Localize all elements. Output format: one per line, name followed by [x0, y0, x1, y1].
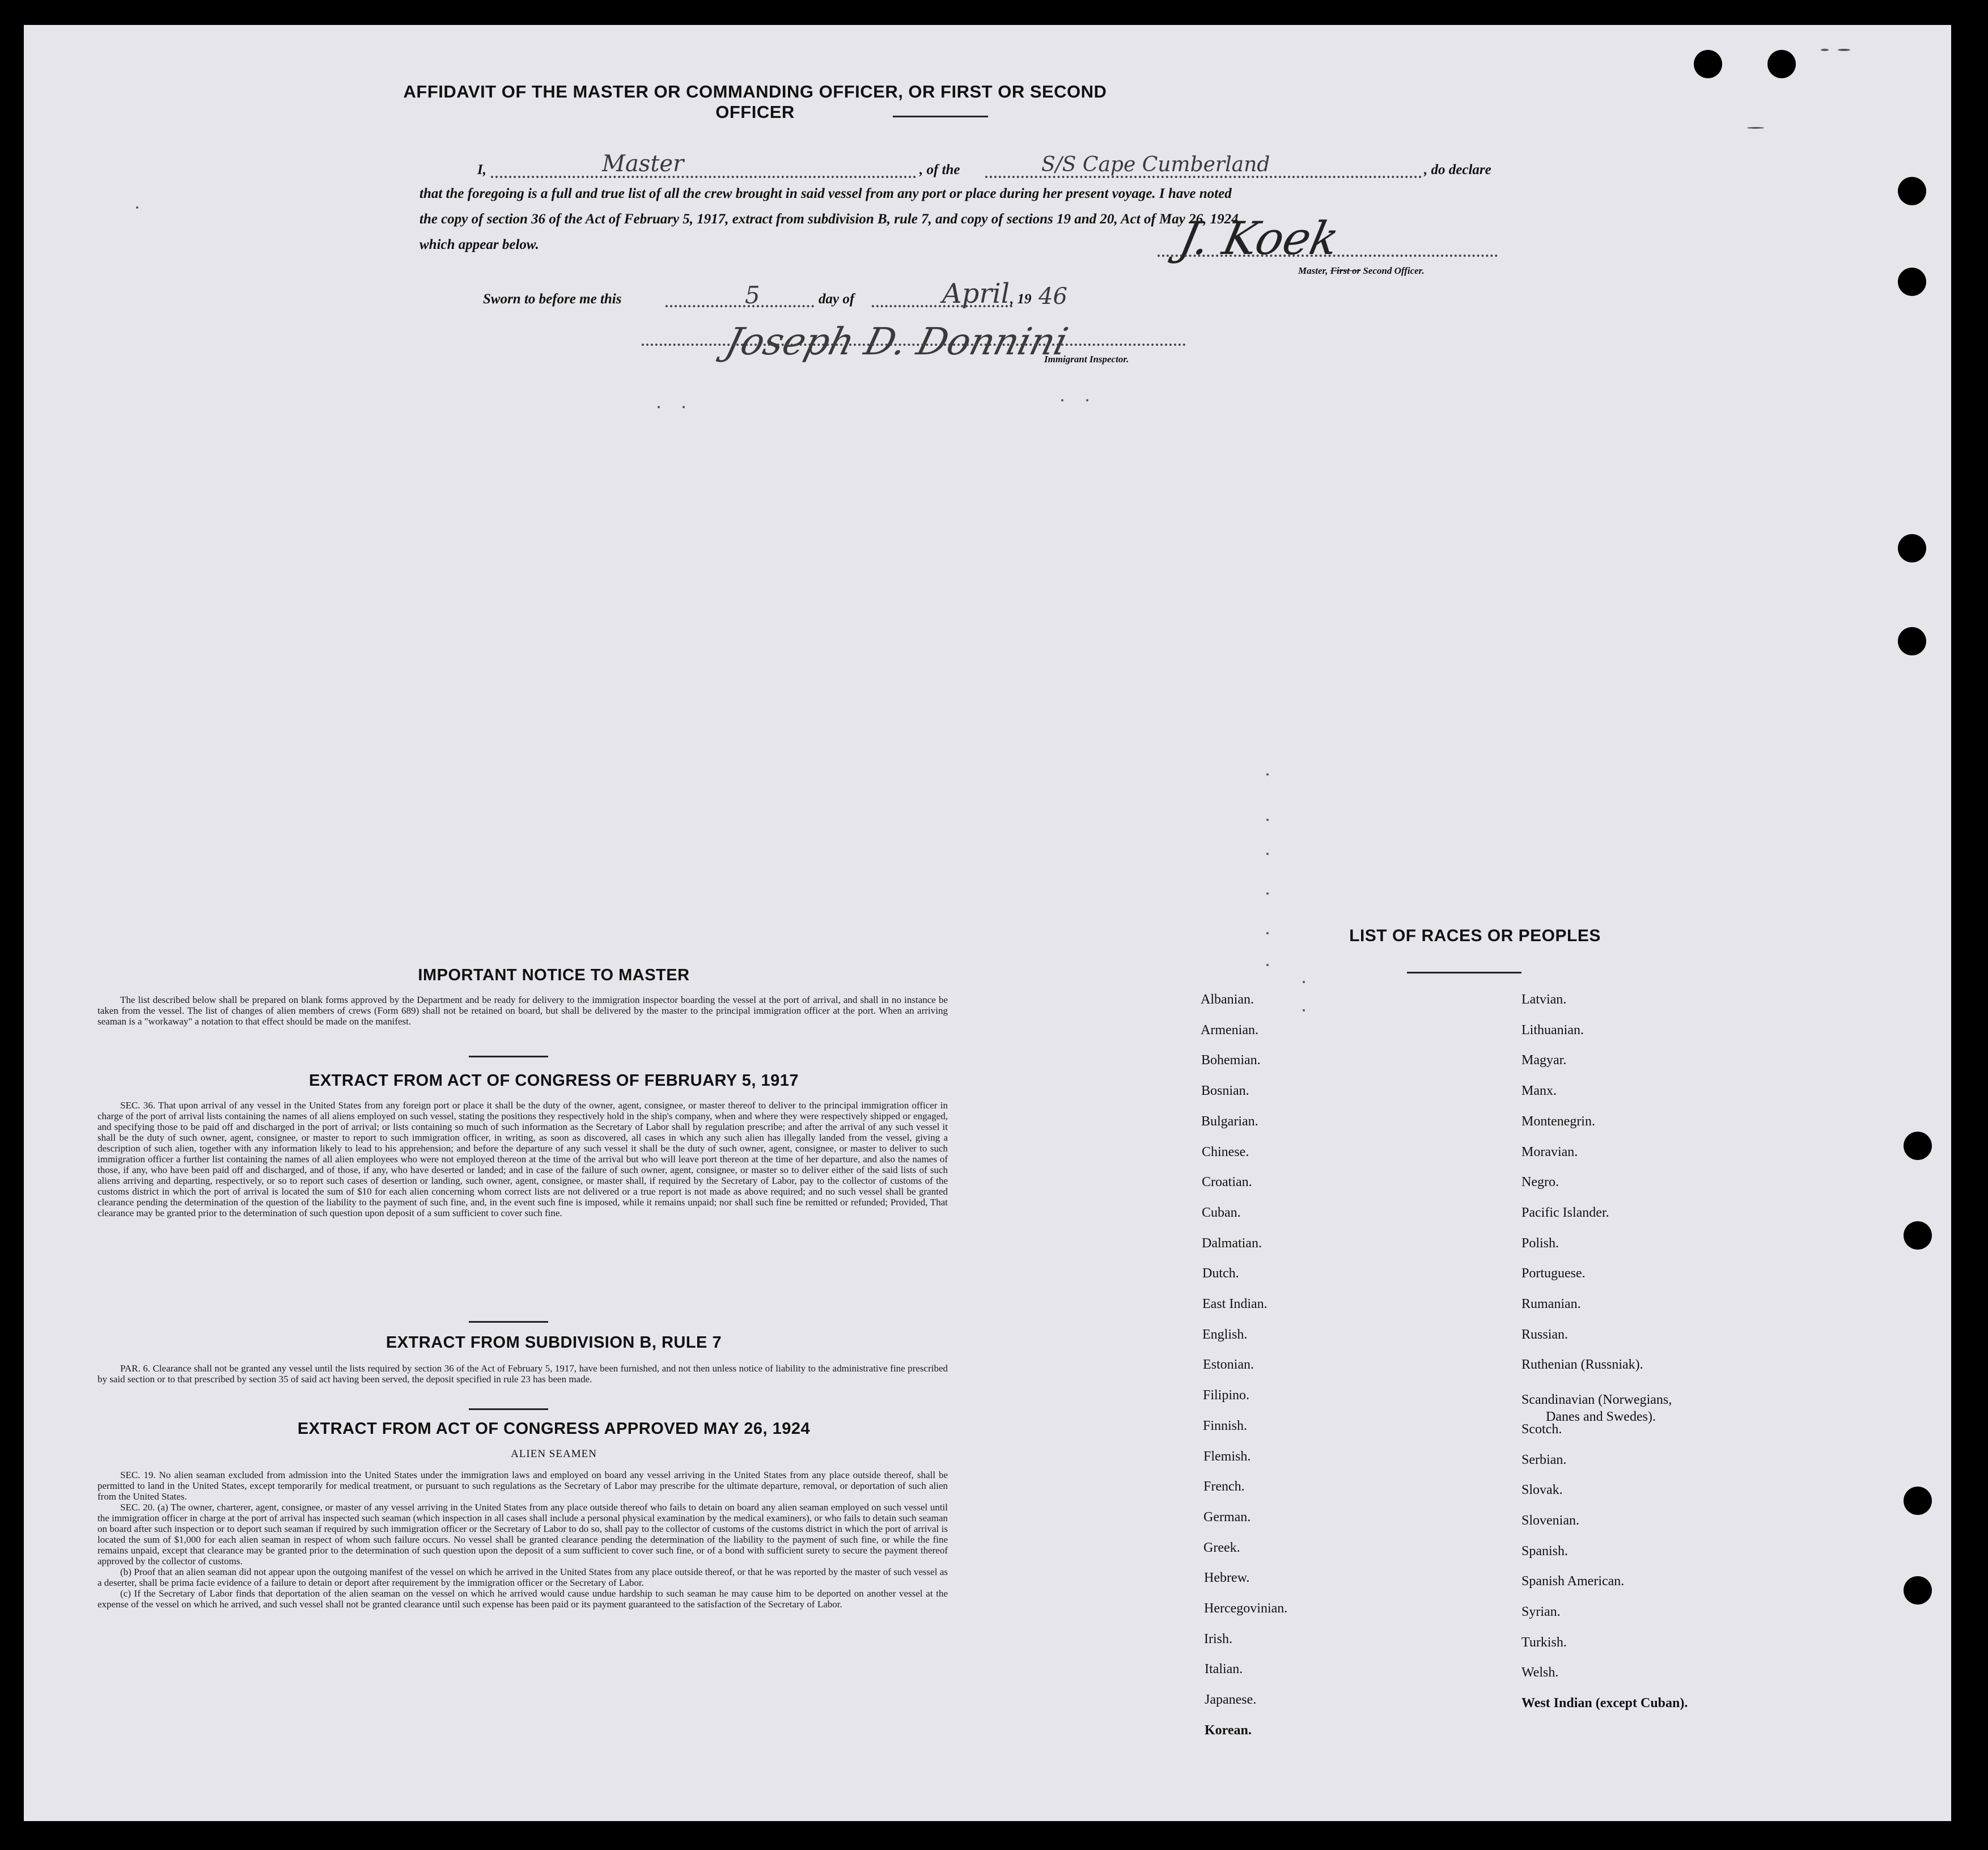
race-item-right: Rumanian. [1521, 1297, 1581, 1311]
handwritten-vessel: S/S Cape Cumberland [1041, 153, 1270, 176]
races-title-rule [1407, 972, 1521, 973]
sec19-paragraph: SEC. 19. No alien seaman excluded from admission into the United States under the immigration laws and employed on board any vessel arriving in the United States from any place outside thereof, shall be permitted to land in the United States, except temporarily for medical treatment, or pursuant to such regulations as the Secretary of Labor may prescribe for the ultimate departure, removal, or deportation of such alien from the United States. [98, 1470, 948, 1502]
race-item-left: Japanese. [1205, 1692, 1257, 1707]
race-item-right: Spanish. [1521, 1544, 1569, 1559]
race-item-right: West Indian (except Cuban). [1521, 1696, 1688, 1711]
extract-1917-text [98, 1100, 948, 1218]
notice-title: IMPORTANT NOTICE TO MASTER [418, 966, 690, 984]
section-rule [469, 1056, 548, 1057]
race-item-right: Danes and Swedes). [1546, 1409, 1656, 1424]
officer-caption [1298, 265, 1425, 277]
section-rule [469, 1408, 548, 1410]
scan-mark [1821, 49, 1829, 51]
race-item-right: Slovenian. [1521, 1513, 1579, 1528]
scan-mark [1086, 399, 1088, 401]
declaration-body-line: which appear below. [419, 237, 539, 252]
officer-caption-struck: First or [1330, 265, 1361, 276]
scan-mark [1747, 127, 1764, 129]
scan-mark [1266, 773, 1269, 776]
punch-hole [1898, 627, 1926, 655]
race-item-left: Chinese. [1202, 1145, 1249, 1159]
race-item-right: Moravian. [1521, 1145, 1578, 1159]
race-item-right: Serbian. [1521, 1453, 1567, 1467]
race-item-left: Dalmatian. [1202, 1236, 1262, 1251]
scan-mark [1266, 932, 1269, 934]
inspector-caption: Immigrant Inspector. [1044, 354, 1129, 365]
sec20b-paragraph: (b) Proof that an alien seaman did not appear upon the outgoing manifest of the vessel on which he arrived in the United States from any place outside thereof, or that he was reported by the master of such vessel as a deserter, shall be prima facie evidence of a failure to detain or deport after requirement by the immigration officer or the Secretary of Labor. [98, 1567, 948, 1588]
sec20a-paragraph: SEC. 20. (a) The owner, charterer, agent, consignee, or master of any vessel arriving in the United States from any place outside thereof who fails to detain on board any alien seaman employed on such vessel until the immigration officer in charge at the port of arrival has inspected such seaman (which inspection in all cases shall include a personal physical examination by the medical examiners), or who fails to detain such seaman on board after such inspection or to deport such seaman if required by such immigration officer or the Secretary of Labor to do so, shall pay to the collector of customs of the customs district in which the port of arrival is located the sum of $1,000 for each alien seaman in respect of whom such failure occurs. No vessel shall be granted clearance pending the determination of the liability to the payment of such fine, or while the fine remains unpaid, except that clearance may be granted prior to the determination of such question upon the deposit of a sum sufficient to cover such fine, or of a bond with sufficient surety to secure the payment thereof approved by the collector of customs. [98, 1502, 948, 1567]
scan-mark [1303, 1009, 1305, 1011]
race-item-right: Magyar. [1521, 1053, 1567, 1068]
punch-hole [1904, 1221, 1932, 1250]
scan-mark [683, 406, 685, 408]
scan-mark [1838, 49, 1850, 51]
race-item-left: Flemish. [1203, 1449, 1251, 1464]
races-title: LIST OF RACES OR PEOPLES [1349, 926, 1601, 945]
race-item-left: Bohemian. [1201, 1053, 1261, 1068]
race-item-left: Hercegovinian. [1204, 1601, 1288, 1616]
race-item-left: Estonian. [1203, 1357, 1254, 1372]
extract-1924-subtitle: ALIEN SEAMEN [511, 1448, 597, 1460]
notice-paragraph: The list described below shall be prepared on blank forms approved by the Department and be ready for delivery to the immigration inspector boarding the vessel at the port of arrival, and shall in no instance be taken from the vessel. The list of changes of alien members of crews (Form 689) shall not be retained on board, but shall be delivered by the master to the principal immigration officer at the port. When an arriving seaman is a "workaway" a notation to that effect should be made on the manifest. [98, 994, 948, 1027]
race-item-left: Irish. [1204, 1632, 1232, 1646]
scan-mark [136, 206, 138, 209]
race-item-left: Korean. [1205, 1723, 1252, 1738]
punch-hole [1904, 1487, 1932, 1515]
race-item-right: Scotch. [1521, 1422, 1562, 1437]
of-the-label: , of the [919, 162, 960, 177]
extract-rule7-text [98, 1363, 948, 1385]
scan-mark [1061, 399, 1063, 401]
race-item-right: Montenegrin. [1521, 1114, 1595, 1129]
document-page [24, 25, 1951, 1821]
punch-hole [1767, 50, 1796, 78]
i-label: I, [477, 162, 486, 177]
master-signature: J. Koek [1175, 212, 1344, 265]
declaration-body [419, 155, 1519, 257]
race-item-right: Slovak. [1521, 1483, 1563, 1497]
race-item-right: Spanish American. [1521, 1574, 1625, 1589]
master-signature-line [1158, 255, 1498, 257]
declaration-body-line: that the foregoing is a full and true list of all the crew brought in said vessel from any port or place during her present voyage. I have noted [419, 186, 1232, 201]
punch-hole [1904, 1576, 1932, 1605]
race-item-right: Latvian. [1521, 992, 1567, 1007]
scan-mark [1303, 981, 1305, 983]
race-item-left: Cuban. [1202, 1205, 1241, 1220]
scan-mark [1266, 819, 1269, 821]
punch-hole [1898, 177, 1926, 205]
extract-1924-title: EXTRACT FROM ACT OF CONGRESS APPROVED MAY 26, 1924 [297, 1420, 811, 1438]
race-item-left: East Indian. [1202, 1297, 1268, 1311]
race-item-right: Scandinavian (Norwegians, [1521, 1392, 1672, 1407]
year-prefix: , 19 [1010, 291, 1032, 307]
handwritten-rank: Master [602, 151, 684, 177]
officer-caption-master: Master, [1298, 265, 1330, 276]
scan-mark [1266, 892, 1269, 895]
race-item-right: Polish. [1521, 1236, 1559, 1251]
do-declare-label: , do declare [1424, 162, 1491, 177]
race-item-right: Negro. [1521, 1175, 1559, 1189]
extract-1924-text [98, 1470, 948, 1610]
race-item-left: Bosnian. [1201, 1083, 1249, 1098]
race-item-right: Pacific Islander. [1521, 1205, 1609, 1220]
punch-hole [1904, 1132, 1932, 1160]
sworn-label: Sworn to before me this [483, 291, 622, 307]
sworn-line [483, 291, 1220, 314]
officer-caption-second: Second Officer. [1360, 265, 1425, 276]
race-item-right: Lithuanian. [1521, 1023, 1584, 1038]
punch-hole [1694, 50, 1722, 78]
race-item-right: Russian. [1521, 1327, 1569, 1342]
race-item-left: Greek. [1203, 1540, 1240, 1555]
race-item-left: English. [1202, 1327, 1248, 1342]
section-rule [469, 1321, 548, 1323]
punch-hole [1898, 268, 1926, 296]
scan-mark [1266, 853, 1269, 855]
race-item-left: Dutch. [1202, 1266, 1239, 1281]
race-item-left: Hebrew. [1204, 1570, 1250, 1585]
sec20c-paragraph: (c) If the Secretary of Labor finds that deportation of the alien seaman on the vessel on which he arrived would cause undue hardship to such seaman he may cause him to be deported on another vessel at the expense of the vessel on which he arrived, and such vessel shall not be granted clearance until such expense has been paid or its payment guaranteed to the satisfaction of the Secretary of Labor. [98, 1588, 948, 1610]
race-item-left: Italian. [1205, 1662, 1243, 1677]
race-item-left: French. [1203, 1479, 1245, 1494]
declaration-body-line: the copy of section 36 of the Act of February 5, 1917, extract from subdivision B, rule 7, and copy of sections 19 and 20, Act of May 26, 1924, [419, 211, 1242, 227]
extract-1917-paragraph: SEC. 36. That upon arrival of any vessel in the United States from any foreign port or place it shall be the duty of the owner, agent, consignee, or master thereof to deliver to the principal immigration officer in charge of the port of arrival lists containing the names of all aliens employed on such vessel, stating the positions they respectively hold in the ship's company, when and where they were respectively shipped or engaged, and specifying those to be paid off and discharged in the port of arrival; or lists containing so much of such information as the Secretary of Labor shall by regulation prescribe; and after the arrival of any such vessel it shall be the duty of such owner, agent, consignee, or master to report to such immigration officer, in writing, as soon as discovered, all cases in which any such alien has illegally landed from the vessel, giving a description of such alien, together with any information likely to lead to his apprehension; and before the departure of any such vessel it shall be the duty of such owner, agent, consignee, or master to deliver to such immigration officer a further list containing the names of all alien employees who were not employed thereon at the time of the arrival but who will leave port thereon at the time of her departure, and also the names of those, if any, who have been paid off and discharged, and of those, if any, who have deserted or landed; and in case of the failure of such owner, agent, consignee, or master so to deliver either of the said lists of such aliens arriving and departing, respectively, or so to report such cases of desertion or landing, such owner, agent, consignee, or master shall, if required by the Secretary of Labor, pay to the collector of customs of the customs district in which the port of arrival is located the sum of $10 for each alien concerning whom correct lists are not delivered or a true report is not made as above required; and no such vessel shall be granted clearance pending the determination of the question of the liability to the payment of such fine, and, in the event such fine is imposed, while it remains unpaid; nor shall such fine be remitted or refunded; Provided, That clearance may be granted prior to the determination of such question upon deposit of a sum sufficient to cover such fine. [98, 1100, 948, 1218]
extract-rule7-title: EXTRACT FROM SUBDIVISION B, RULE 7 [385, 1333, 722, 1352]
race-item-left: Armenian. [1201, 1023, 1258, 1038]
race-item-right: Portuguese. [1521, 1266, 1586, 1281]
title-rule [893, 116, 988, 117]
race-item-left: Filipino. [1203, 1388, 1250, 1403]
extract-1917-title: EXTRACT FROM ACT OF CONGRESS OF FEBRUARY 5, 1917 [308, 1072, 799, 1090]
handwritten-day: 5 [745, 281, 760, 309]
scan-mark [658, 406, 660, 408]
handwritten-month: April [942, 278, 1010, 310]
day-of-label: day of [819, 291, 855, 307]
race-item-right: Syrian. [1521, 1605, 1561, 1619]
handwritten-year: 46 [1038, 283, 1067, 310]
extract-rule7-paragraph: PAR. 6. Clearance shall not be granted any vessel until the lists required by section 36 of the Act of February 5, 1917, have been furnished, and not then unless notice of liability to the administrative fine prescribed by said section or to that prescribed by section 35 of said act having been served, the deposit specified in rule 23 has been made. [98, 1363, 948, 1385]
affidavit-title: AFFIDAVIT OF THE MASTER OR COMMANDING OFFICER, OR FIRST OR SECOND OFFICER [403, 82, 1107, 122]
punch-hole [1898, 534, 1926, 562]
race-item-left: Croatian. [1202, 1175, 1252, 1189]
scan-mark [1266, 964, 1269, 966]
race-item-left: German. [1203, 1510, 1251, 1525]
race-item-right: Ruthenian (Russniak). [1521, 1357, 1643, 1372]
race-item-right: Turkish. [1521, 1635, 1567, 1650]
race-item-left: Albanian. [1201, 992, 1254, 1007]
day-dotted-line [666, 305, 814, 307]
race-item-left: Bulgarian. [1201, 1114, 1258, 1129]
inspector-signature: Joseph D. Donnini [721, 320, 1073, 363]
inspector-signature-line [642, 344, 1186, 346]
race-item-right: Welsh. [1521, 1665, 1559, 1680]
race-item-left: Finnish. [1203, 1419, 1248, 1433]
notice-text [98, 994, 948, 1027]
race-item-right: Manx. [1521, 1083, 1557, 1098]
